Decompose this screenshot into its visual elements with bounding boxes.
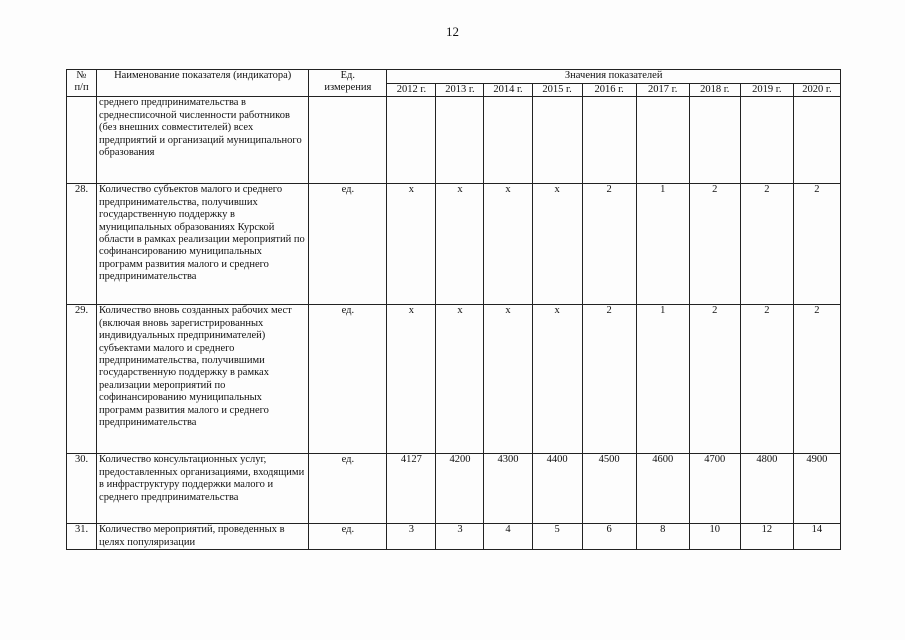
row-value: x <box>387 305 436 454</box>
row-value: 4800 <box>740 454 793 524</box>
row-num: 31. <box>67 524 97 550</box>
row-value: 8 <box>636 524 689 550</box>
header-year: 2016 г. <box>582 84 636 97</box>
row-name: Количество мероприятий, проведенных в целях популяризации <box>97 524 309 550</box>
row-num: 30. <box>67 454 97 524</box>
row-value: 2 <box>740 184 793 305</box>
row-name: среднего предпринимательства в среднесписочной численности работников (без внешних совместителей) всех предприятий и организаций муниципального образования <box>97 97 309 184</box>
header-year: 2019 г. <box>740 84 793 97</box>
table-row <box>67 454 841 524</box>
row-value <box>582 97 636 184</box>
header-year: 2013 г. <box>436 84 484 97</box>
header-name: Наименование показателя (индикатора) <box>97 70 309 97</box>
row-value <box>636 97 689 184</box>
table-row <box>67 524 841 550</box>
row-value: 1 <box>636 305 689 454</box>
row-value: 14 <box>793 524 840 550</box>
row-value: 4900 <box>793 454 840 524</box>
row-value: 2 <box>582 305 636 454</box>
header-year: 2017 г. <box>636 84 689 97</box>
header-year: 2014 г. <box>484 84 532 97</box>
header-unit: Ед. измерения <box>309 70 387 97</box>
row-value: 4700 <box>689 454 740 524</box>
row-unit: ед. <box>309 524 387 550</box>
row-unit: ед. <box>309 305 387 454</box>
row-num: 28. <box>67 184 97 305</box>
row-value: 4400 <box>532 454 582 524</box>
row-value <box>740 97 793 184</box>
header-year: 2020 г. <box>793 84 840 97</box>
row-value: 4300 <box>484 454 532 524</box>
header-year: 2018 г. <box>689 84 740 97</box>
row-value: x <box>532 305 582 454</box>
row-value: x <box>436 305 484 454</box>
row-unit: ед. <box>309 454 387 524</box>
table-row <box>67 97 841 184</box>
header-year: 2015 г. <box>532 84 582 97</box>
row-value <box>793 97 840 184</box>
row-value: x <box>484 305 532 454</box>
row-unit <box>309 97 387 184</box>
row-value: 5 <box>532 524 582 550</box>
header-year: 2012 г. <box>387 84 436 97</box>
row-value: 2 <box>689 184 740 305</box>
table-row <box>67 305 841 454</box>
row-value: 10 <box>689 524 740 550</box>
row-num <box>67 97 97 184</box>
row-value <box>532 97 582 184</box>
row-value <box>689 97 740 184</box>
row-value: 3 <box>387 524 436 550</box>
row-name: Количество субъектов малого и среднего предпринимательства, получивших государственную поддержку в муниципальных образованиях Курской области в рамках реализации мероприятий по софинансированию муниципальных программ развития малого и среднего предпринимательства <box>97 184 309 305</box>
table-header-row <box>67 70 841 84</box>
indicators-table <box>66 69 841 550</box>
row-value: 2 <box>793 184 840 305</box>
table-row <box>67 184 841 305</box>
row-value: 12 <box>740 524 793 550</box>
row-value: x <box>484 184 532 305</box>
row-value: 4500 <box>582 454 636 524</box>
row-value: 1 <box>636 184 689 305</box>
header-num: № п/п <box>67 70 97 97</box>
row-num: 29. <box>67 305 97 454</box>
row-value: 2 <box>740 305 793 454</box>
row-value: 4200 <box>436 454 484 524</box>
row-value <box>436 97 484 184</box>
row-value <box>484 97 532 184</box>
header-values-title: Значения показателей <box>387 70 841 84</box>
row-value: x <box>436 184 484 305</box>
row-value: 6 <box>582 524 636 550</box>
row-value: 2 <box>582 184 636 305</box>
row-value: 4127 <box>387 454 436 524</box>
row-value <box>387 97 436 184</box>
row-value: 2 <box>793 305 840 454</box>
row-value: 4600 <box>636 454 689 524</box>
row-value: 2 <box>689 305 740 454</box>
page-number: 12 <box>446 24 459 39</box>
row-value: 3 <box>436 524 484 550</box>
row-value: x <box>387 184 436 305</box>
row-value: 4 <box>484 524 532 550</box>
row-unit: ед. <box>309 184 387 305</box>
row-value: x <box>532 184 582 305</box>
row-name: Количество консультационных услуг, предоставленных организациями, входящими в инфраструктуру поддержки малого и среднего предпринимательства <box>97 454 309 524</box>
row-name: Количество вновь созданных рабочих мест (включая вновь зарегистрированных индивидуальных предпринимателей) субъектами малого и среднего предпринимательства, получившими государственную поддержку в рамках реализации мероприятий по софинансированию муниципальных программ развития малого и среднего предпринимательства <box>97 305 309 454</box>
